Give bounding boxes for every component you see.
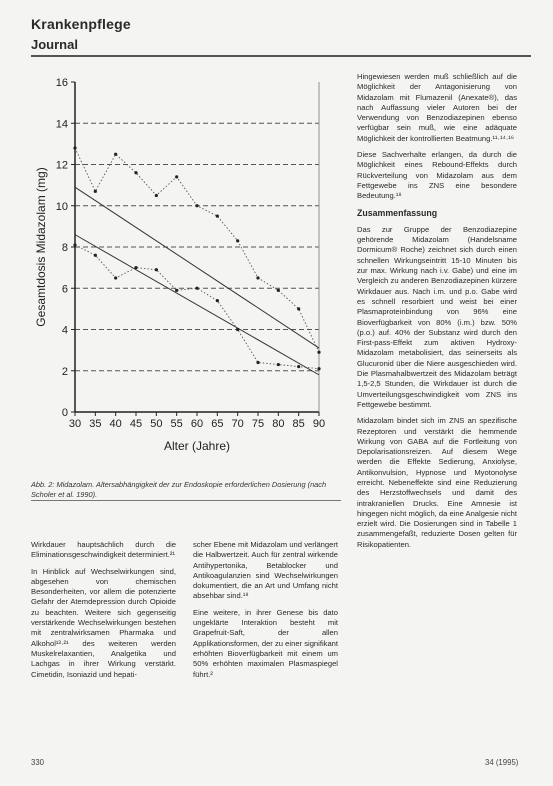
figure-chart — [31, 72, 341, 475]
chart-svg — [31, 72, 341, 475]
data-point — [94, 190, 97, 193]
section-heading: Zusammenfassung — [357, 207, 438, 218]
journal-title: Krankenpflege — [31, 16, 131, 32]
data-point — [236, 328, 239, 331]
data-point — [277, 289, 280, 292]
trend-line — [75, 187, 319, 348]
data-point — [256, 361, 259, 364]
y-tick-label: 0 — [61, 407, 68, 419]
series-line — [75, 245, 319, 369]
middle-paragraph-2: Eine weitere, in ihrer Genese bis dato ungeklärte Interaktion besteht mit Grapefruit-Saft, der allen Applikationsformen, der zu einer signifikant erhöhten Bioverfügbarkeit mit einem um 50% erhöhten maximalen Plasmaspiegel führt.² — [193, 607, 338, 679]
middle-paragraph-1: scher Ebene mit Midazolam und verlängert die Halbwertzeit. Auch für zentral wirkende Antihypertonika, Betablocker und Antikoagulanzien sind Wechselwirkungen dokumentiert, die an Art und Umfang nicht absehbar sind.¹⁸ — [193, 540, 338, 601]
summary-paragraph-1: Das zur Gruppe der Benzodiazepine gehörende Midazolam (Handelsname Dormicum® Roche) zeichnet sich durch einen schnellen Wirkungseintritt 15-10 Minuten bis zur max. Wirkung nach i.v. Gabe) und eine im Vergleich zu anderen Benzodiazepinen kürzere Wirkdauer aus. Nach i.m. und p.o. Gabe wird es schnell resorbiert und weist bei einer Plasmaproteinbindung von 96% eine Bioverfügbarkeit von 80% (i.m.) bzw. 50% (p.o.) auf. 40% der Substanz wird durch den First-pass-Effekt zum aktiven Hydroxy-Midazolam metabolisiert, das seinerseits als Glucuronid über die Niere ausgeschieden wird. Die Plasmahalbwertzeit des Midazolam beträgt 1,5-2,5 Stunden, die Wirkdauer ist durch die Umverteilungsgeschwindigkeit vom ZNS ins Fettgewebe bestimmt. — [357, 224, 517, 409]
data-point — [73, 146, 76, 149]
x-tick-label: 85 — [292, 418, 305, 430]
data-point — [216, 299, 219, 302]
y-tick-label: 12 — [55, 159, 68, 172]
data-point — [175, 289, 178, 292]
y-tick-label: 6 — [61, 283, 68, 296]
x-tick-label: 70 — [231, 418, 244, 430]
data-point — [277, 363, 280, 366]
left-column — [31, 540, 176, 686]
right-intro-paragraph-2: Diese Sachverhalte erlangen, da durch die Möglichkeit eines Rebound-Effekts durch Rückverteilung von Midazolam aus dem Fettgewebe ins ZNS eine besondere Bedeutung.¹⁸ — [357, 150, 517, 201]
journal-subtitle: Journal — [31, 37, 78, 52]
left-paragraph-2: In Hinblick auf Wechselwirkungen sind, abgesehen von chemischen Besonderheiten, vor allem die potenzierte Gefahr der Atemdepression durch Opioide zu beachten. Weitere sich gegenseitig verstärkende Wechselwirkungen bestehen mit zentralwirksamen Pharmaka und Alkohol¹³·²¹ des weiteren werden Muskelrelaxantien, Analgetika und Lachgas in ihrer Wirkung verstärkt. Cimetidin, Isoniazid und hepati- — [31, 566, 176, 679]
page-number: 330 — [31, 758, 45, 767]
caption-rule — [31, 500, 341, 501]
data-point — [155, 268, 158, 271]
data-point — [73, 243, 76, 246]
data-point — [195, 204, 198, 207]
data-point — [297, 365, 300, 368]
x-tick-label: 40 — [109, 418, 122, 430]
data-point — [216, 214, 219, 217]
data-point — [175, 175, 178, 178]
data-point — [256, 276, 259, 279]
data-point — [236, 239, 239, 242]
x-tick-label: 35 — [89, 418, 102, 430]
x-tick-label: 30 — [68, 418, 82, 430]
data-point — [317, 367, 320, 370]
data-point — [134, 171, 137, 174]
x-tick-label: 55 — [170, 418, 183, 430]
x-tick-label: 45 — [129, 418, 143, 430]
header-rule — [31, 55, 531, 57]
data-point — [134, 266, 137, 269]
x-tick-label: 65 — [211, 418, 224, 430]
x-tick-label: 50 — [150, 418, 163, 430]
y-tick-label: 8 — [61, 242, 68, 254]
data-point — [114, 276, 117, 279]
data-point — [114, 153, 117, 156]
x-axis-label: Alter (Jahre) — [163, 439, 231, 453]
y-tick-label: 16 — [55, 77, 68, 89]
y-axis-label: Gesamtdosis Midazolam (mg) — [34, 167, 48, 327]
y-tick-label: 14 — [55, 118, 68, 131]
data-point — [94, 254, 97, 257]
x-tick-label: 80 — [272, 418, 285, 430]
x-tick-label: 90 — [312, 418, 326, 430]
figure-caption: Abb. 2: Midazolam. Altersabhängigkeit der zur Endoskopie erforderlichen Dosierung (nach Scholer et al. 1990). — [31, 480, 327, 499]
y-tick-label: 2 — [61, 365, 68, 378]
data-point — [297, 307, 300, 310]
y-tick-label: 10 — [55, 200, 68, 213]
data-point — [195, 287, 198, 290]
right-intro-paragraph-1: Hingewiesen werden muß schließlich auf die Möglichkeit der Antagonisierung von Midazolam mit Flumazenil (Anexate®), das nach Auffassung vieler Autoren bei der Verwendung von Benzodiazepinen ebenso verfügbar sein muß, wie eine adäquate Möglichkeit der kontrollierten Beatmung.¹¹·¹⁴·¹⁶ — [357, 72, 517, 143]
data-point — [317, 351, 320, 354]
left-paragraph-1: Wirkdauer hauptsächlich durch die Eliminationsgeschwindigkeit determiniert.²¹ — [31, 540, 176, 560]
y-tick-label: 4 — [61, 324, 68, 337]
data-point — [155, 194, 158, 197]
middle-column — [193, 540, 338, 686]
right-column — [357, 72, 517, 556]
x-tick-label: 60 — [190, 418, 204, 430]
series-line — [75, 148, 319, 352]
issue-number: 34 (1995) — [485, 758, 519, 767]
summary-paragraph-2: Midazolam bindet sich im ZNS an spezifische Rezeptoren und verstärkt die hemmende Wirkung von GABA auf die Fortleitung von Depolarisationsreizen. Auf diesem Wege werden die Effekte Sedierung, Anxiolyse, Antikonvulsion, Hypnose und Myotonolyse erreicht. Nebeneffekte sind eine Reduzierung des Herzstoffwechsels und damit des intrakraniellen Drucks. Eine Amnesie ist hingegen nicht möglich, da eine Analgesie nicht erzielt wird. Die Dosierungen sind in Tabelle 1 zusammengefaßt, reduzierte Dosen gelten für Risikopatienten. — [357, 416, 518, 549]
x-tick-label: 75 — [251, 418, 265, 430]
trend-line — [75, 235, 319, 375]
